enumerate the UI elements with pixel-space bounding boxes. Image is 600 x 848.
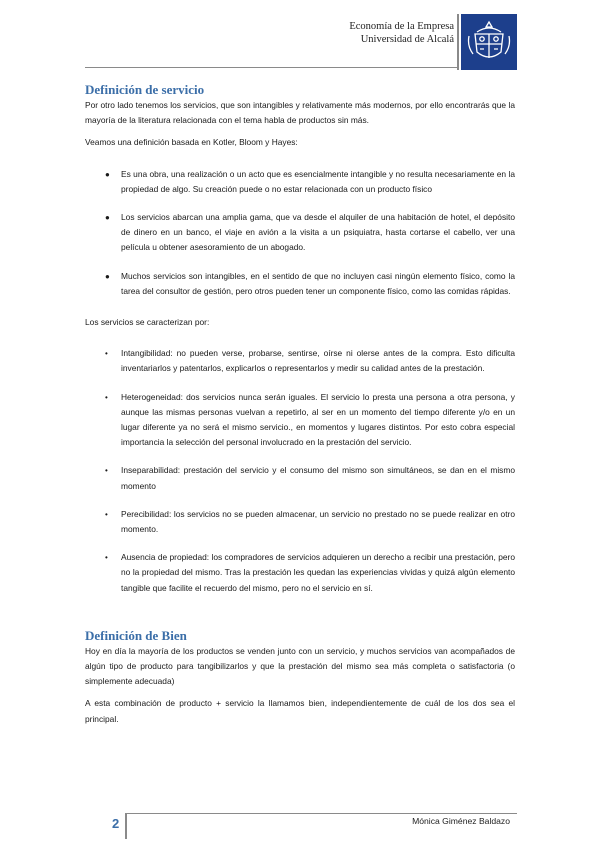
page-number: 2 bbox=[112, 816, 120, 831]
footer-divider-horizontal bbox=[125, 813, 517, 814]
list-item: • Ausencia de propiedad: los compradores de servicios adquieren un derecho a recibir una prestación, pero no la propiedad del mismo. Tras la prestación les quedan las experiencias vividas y quizá algún elemento tangible que facilite el recuerdo del mismo, pero no el servicio en sí. bbox=[105, 552, 515, 593]
section-title-servicio: Definición de servicio bbox=[85, 82, 205, 97]
list-item: • Heterogeneidad: dos servicios nunca serán iguales. El servicio lo presta una persona a otra persona, y aunque las mismas personas vuelvan a repetirlo, al ser en un momento del tiempo diferente y/o en un lugar diferente ya no será el mismo servicio., en momentos y lugares distintos. Por esto cobra especial importancia la selección del personal involucrado en la prestación del servicio. bbox=[105, 391, 515, 448]
list-item: • Intangibilidad: no pueden verse, probarse, sentirse, oírse ni olerse antes de la compra. Esto dificulta inventariarlos y patentarlos, explicarlos o representarlos y medir su calidad antes de la prestación. bbox=[105, 348, 515, 374]
paragraph: Veamos una definición basada en Kotler, Bloom y Hayes: bbox=[85, 137, 298, 148]
list-item: ● Los servicios abarcan una amplia gama, que va desde el alquiler de una habitación de hotel, el depósito de dinero en un banco, el viaje en avión a la visita a un psiquiatra, hasta cortarse el cabello, ver una película u obtener asesoramiento de un abogado. bbox=[105, 212, 515, 253]
footer-author: Mónica Giménez Baldazo bbox=[412, 816, 510, 826]
definition-list bbox=[85, 167, 515, 299]
paragraph: Hoy en día la mayoría de los productos se venden junto con un servicio, y muchos servicios van acompañados de algún tipo de producto para tangibilizarlos y que la prestación del mismo sea más completa o satisfactoria (o simplemente adecuada) bbox=[85, 645, 515, 687]
bullet-icon: ● bbox=[105, 169, 110, 179]
list-item: • Inseparabilidad: prestación del servicio y el consumo del mismo son simultáneos, se dan en el mismo momento bbox=[105, 465, 515, 491]
header-divider-vertical bbox=[457, 14, 459, 70]
bullet-icon: • bbox=[105, 509, 108, 519]
bullet-icon: • bbox=[105, 349, 108, 359]
document-body bbox=[85, 82, 515, 727]
paragraph: Los servicios se caracterizan por: bbox=[85, 317, 210, 328]
paragraph: A esta combinación de producto + servicio la llamamos bien, independientemente de cuál de los dos sea el principal. bbox=[85, 698, 515, 724]
header-university: Universidad de Alcalá bbox=[360, 34, 454, 45]
bullet-icon: • bbox=[105, 553, 108, 563]
university-crest-icon bbox=[461, 14, 517, 70]
header-text bbox=[349, 20, 454, 46]
footer-divider-vertical bbox=[125, 813, 127, 839]
header-divider-horizontal bbox=[85, 67, 457, 68]
header-course: Economía de la Empresa bbox=[349, 21, 454, 32]
paragraph: Por otro lado tenemos los servicios, que son intangibles y relativamente más modernos, por ello encontrarás que la mayoría de la literatura relacionada con el tema habla de productos sin más. bbox=[85, 100, 515, 126]
bullet-icon: • bbox=[105, 392, 108, 402]
bullet-icon: ● bbox=[105, 213, 110, 223]
characteristics-list bbox=[85, 346, 515, 596]
list-item: • Perecibilidad: los servicios no se pueden almacenar, un servicio no prestado no se puede realizar en otro momento. bbox=[105, 508, 515, 535]
list-item: ● Muchos servicios son intangibles, en el sentido de que no incluyen casi ningún elemento físico, como la tarea del consultor de gestión, pero otros pueden tener un componente físico, como las comidas rápidas. bbox=[105, 270, 515, 296]
bullet-icon: • bbox=[105, 466, 108, 476]
section-title-bien: Definición de Bien bbox=[85, 627, 187, 643]
list-item: ● Es una obra, una realización o un acto que es esencialmente intangible y no resulta necesariamente en la propiedad de algo. Su creación puede o no estar relacionada con un producto físico bbox=[105, 168, 515, 194]
bullet-icon: ● bbox=[105, 271, 110, 281]
